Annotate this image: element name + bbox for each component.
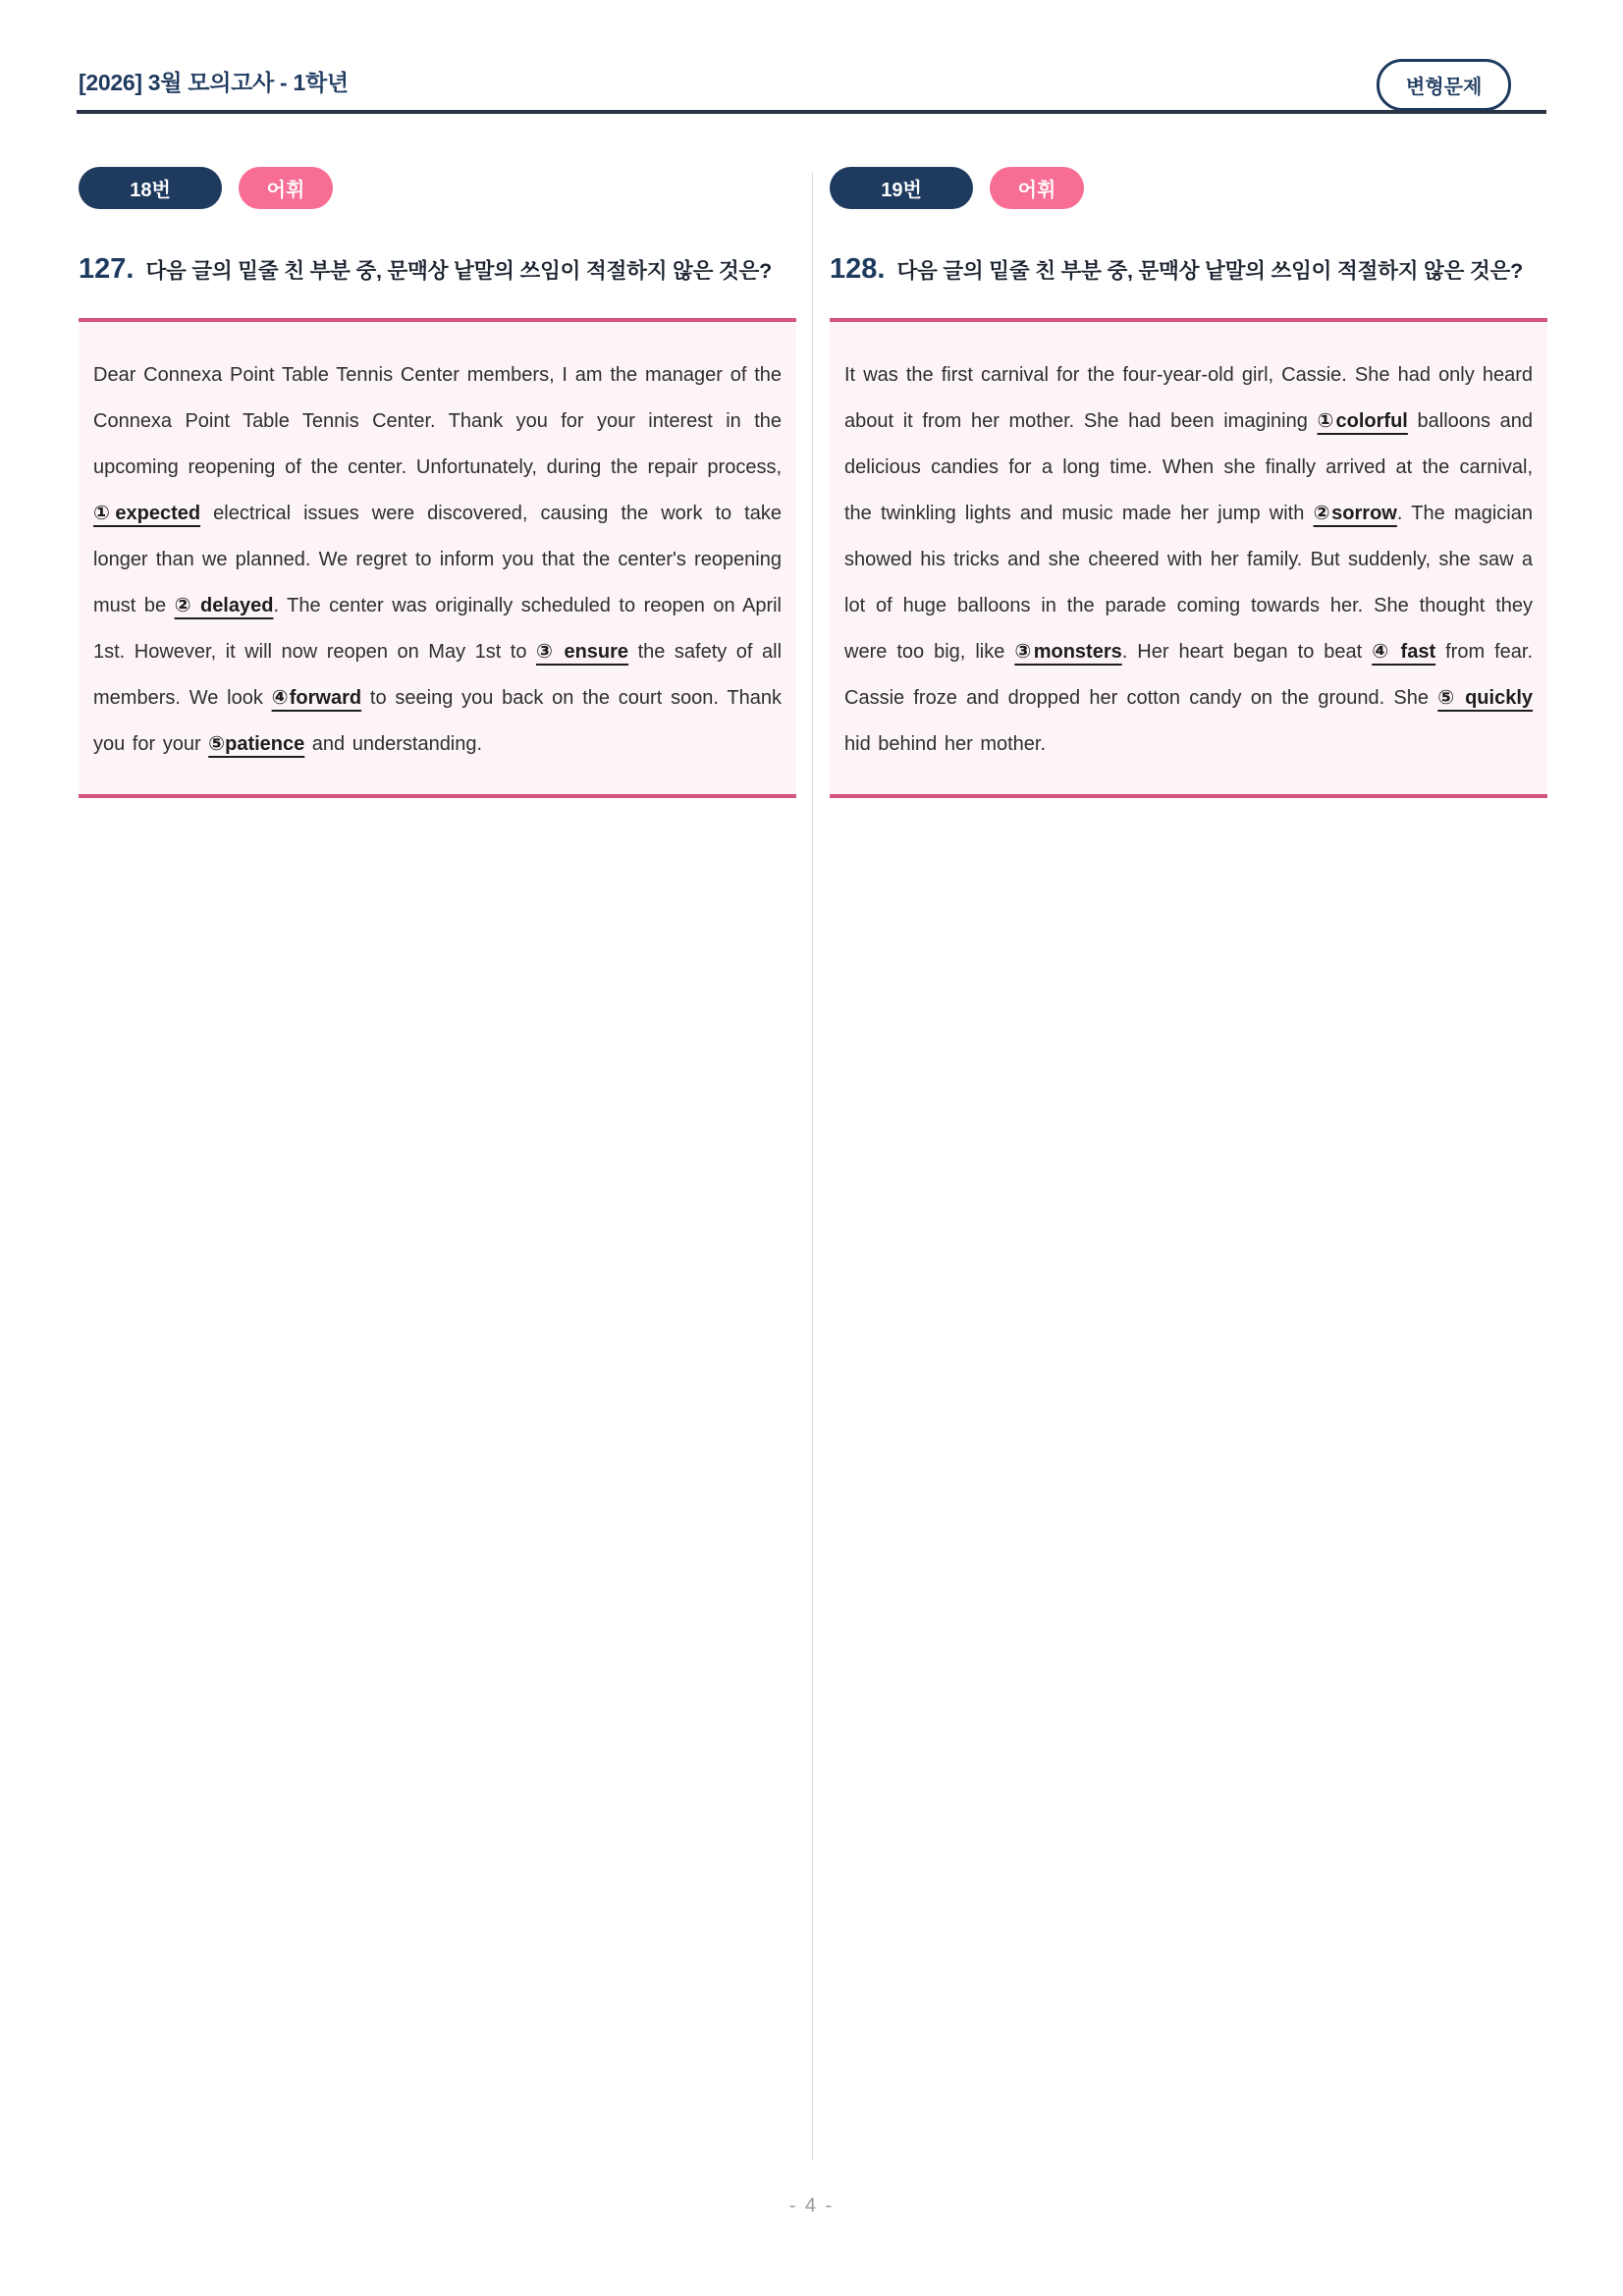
passage-text: hid behind her mother. (844, 732, 1047, 755)
passage-text: balloons and delicious candies for a long time. When she finally arrived at the carnival, the twinkling lights and music made her jump with (844, 409, 1534, 524)
question-source-badge: 18번 (79, 167, 222, 209)
underlined-choice: ③monsters (1014, 640, 1122, 663)
question-column-128 (830, 167, 1547, 798)
underlined-choice: ①expected (93, 502, 201, 524)
question-header (830, 246, 1547, 293)
question-source-badge: 19번 (830, 167, 973, 209)
badge-row (830, 167, 1547, 209)
question-header (79, 246, 796, 293)
question-number: 127. (79, 253, 135, 285)
question-column-127 (79, 167, 796, 798)
underlined-choice: ⑤ quickly (1437, 686, 1534, 709)
passage-box (830, 318, 1547, 798)
passage-text: Dear Connexa Point Table Tennis Center members, I am the manager of the Connexa Point Table Tennis Center. Thank you for your interest in the upcoming reopening of the center. Unfortunately, during the repair process, (93, 363, 782, 478)
underlined-choice: ⑤patience (208, 732, 305, 755)
page-number: - 4 - (788, 2195, 835, 2216)
underlined-choice: ④ fast (1372, 640, 1436, 663)
passage-text: to seeing you back on the court soon. Thank you for your (93, 686, 783, 755)
passage-text: . The magician showed his tricks and she cheered with her family. But suddenly, she saw a lot of huge balloons in the parade coming towards her. She thought they were too big, like (844, 502, 1533, 663)
underlined-choice: ②sorrow (1313, 502, 1397, 524)
question-text: 다음 글의 밑줄 친 부분 중, 문맥상 낱말의 쓰임이 적절하지 않은 것은? (896, 259, 1524, 283)
question-number: 128. (830, 253, 886, 285)
badge-row (79, 167, 796, 209)
header-divider (77, 110, 1546, 114)
passage-text: the safety of all members. We look (93, 640, 783, 709)
column-divider (812, 173, 813, 2160)
passage-text: It was the first carnival for the four-year-old girl, Cassie. She had only heard about it from her mother. She had been imagining (844, 363, 1533, 432)
underlined-choice: ② delayed (174, 594, 274, 616)
underlined-choice: ③ ensure (536, 640, 629, 663)
passage-text: from fear. Cassie froze and dropped her cotton candy on the ground. She (844, 640, 1534, 709)
question-text: 다음 글의 밑줄 친 부분 중, 문맥상 낱말의 쓰임이 적절하지 않은 것은? (145, 259, 773, 283)
page-title: [2026] 3월 모의고사 - 1학년 (79, 70, 349, 95)
category-badge: 어휘 (239, 167, 333, 209)
passage-text: . The center was originally scheduled to reopen on April 1st. However, it will now reopen on May 1st to (93, 594, 782, 663)
passage-text: electrical issues were discovered, causing the work to take longer than we planned. We regret to inform you that the center's reopening must be (93, 502, 782, 616)
category-badge: 어휘 (990, 167, 1084, 209)
passage-text: . Her heart began to beat (1121, 640, 1373, 663)
passage-text: and understanding. (304, 732, 483, 755)
variant-problem-badge: 변형문제 (1377, 59, 1511, 111)
passage-box (79, 318, 796, 798)
underlined-choice: ④forward (271, 686, 362, 709)
underlined-choice: ①colorful (1317, 409, 1408, 432)
